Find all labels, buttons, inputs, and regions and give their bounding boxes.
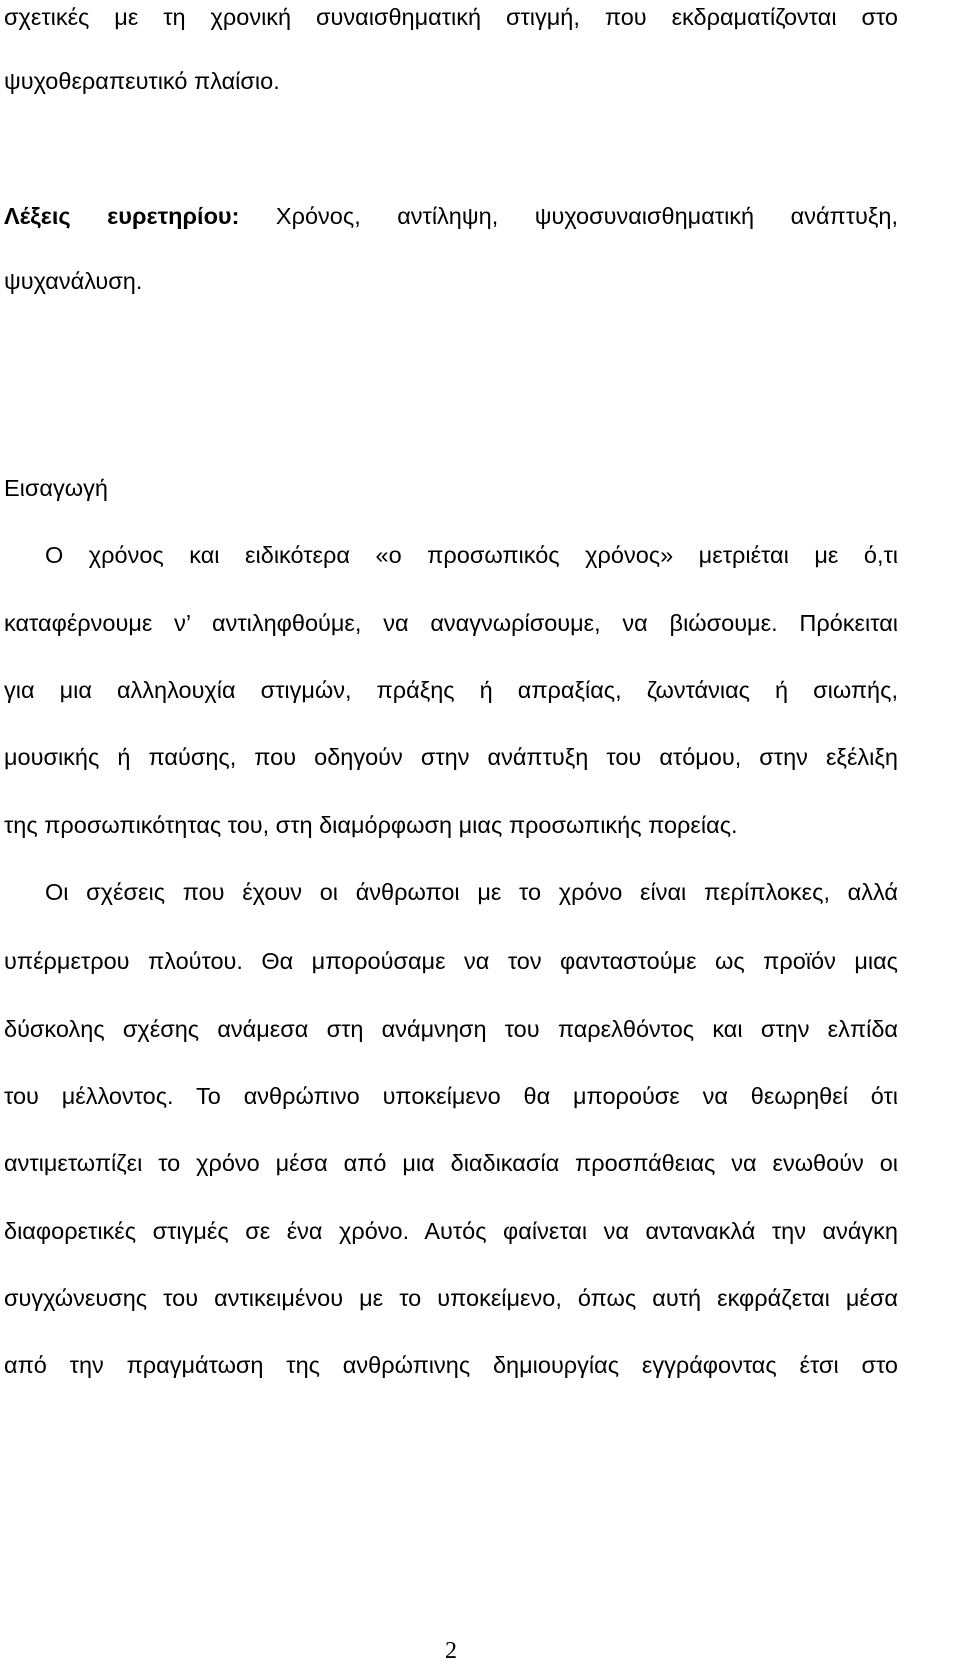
- text-line: από την πραγμάτωση της ανθρώπινης δημιουργίας εγγράφοντας έτσι στο: [4, 1352, 898, 1378]
- text-line: ψυχανάλυση.: [4, 268, 143, 294]
- text-line: σχετικές με τη χρονική συναισθηματική στιγμή, που εκδραματίζονται στο: [4, 4, 898, 30]
- page-number: 2: [445, 1638, 457, 1664]
- text-line: αντιμετωπίζει το χρόνο μέσα από μια διαδικασία προσπάθειας να ενωθούν οι: [4, 1150, 898, 1176]
- text-line: της προσωπικότητας του, στη διαμόρφωση μιας προσωπικής πορείας.: [4, 812, 738, 838]
- text-line: του μέλλοντος. Το ανθρώπινο υποκείμενο θα μπορούσε να θεωρηθεί ότι: [4, 1083, 898, 1109]
- section-heading: Εισαγωγή: [4, 475, 108, 501]
- text-line: καταφέρνουμε ν’ αντιληφθούμε, να αναγνωρίσουμε, να βιώσουμε. Πρόκειται: [4, 610, 898, 636]
- keywords-line: [4, 201, 898, 231]
- text-line: για μια αλληλουχία στιγμών, πράξης ή απραξίας, ζωντάνιας ή σιωπής,: [4, 677, 898, 703]
- text-line: δύσκολης σχέσης ανάμεσα στη ανάμνηση του παρελθόντος και στην ελπίδα: [4, 1016, 898, 1042]
- text-line: Οι σχέσεις που έχουν οι άνθρωποι με το χρόνο είναι περίπλοκες, αλλά: [45, 879, 898, 905]
- text-line: μουσικής ή παύσης, που οδηγούν στην ανάπτυξη του ατόμου, στην εξέλιξη: [4, 744, 898, 770]
- text-line: ψυχοθεραπευτικό πλαίσιο.: [4, 68, 280, 94]
- text-line: συγχώνευσης του αντικειμένου με το υποκείμενο, όπως αυτή εκφράζεται μέσα: [4, 1285, 898, 1311]
- text-line: διαφορετικές στιγμές σε ένα χρόνο. Αυτός φαίνεται να αντανακλά την ανάγκη: [4, 1218, 898, 1244]
- keywords-label: Λέξεις ευρετηρίου:: [4, 203, 240, 229]
- text-line: Ο χρόνος και ειδικότερα «ο προσωπικός χρόνος» μετριέται με ό,τι: [45, 542, 898, 568]
- text-line: υπέρμετρου πλούτου. Θα μπορούσαμε να τον φανταστούμε ως προϊόν μιας: [4, 948, 898, 974]
- keywords-text: Χρόνος, αντίληψη, ψυχοσυναισθηματική ανάπτυξη,: [239, 203, 898, 229]
